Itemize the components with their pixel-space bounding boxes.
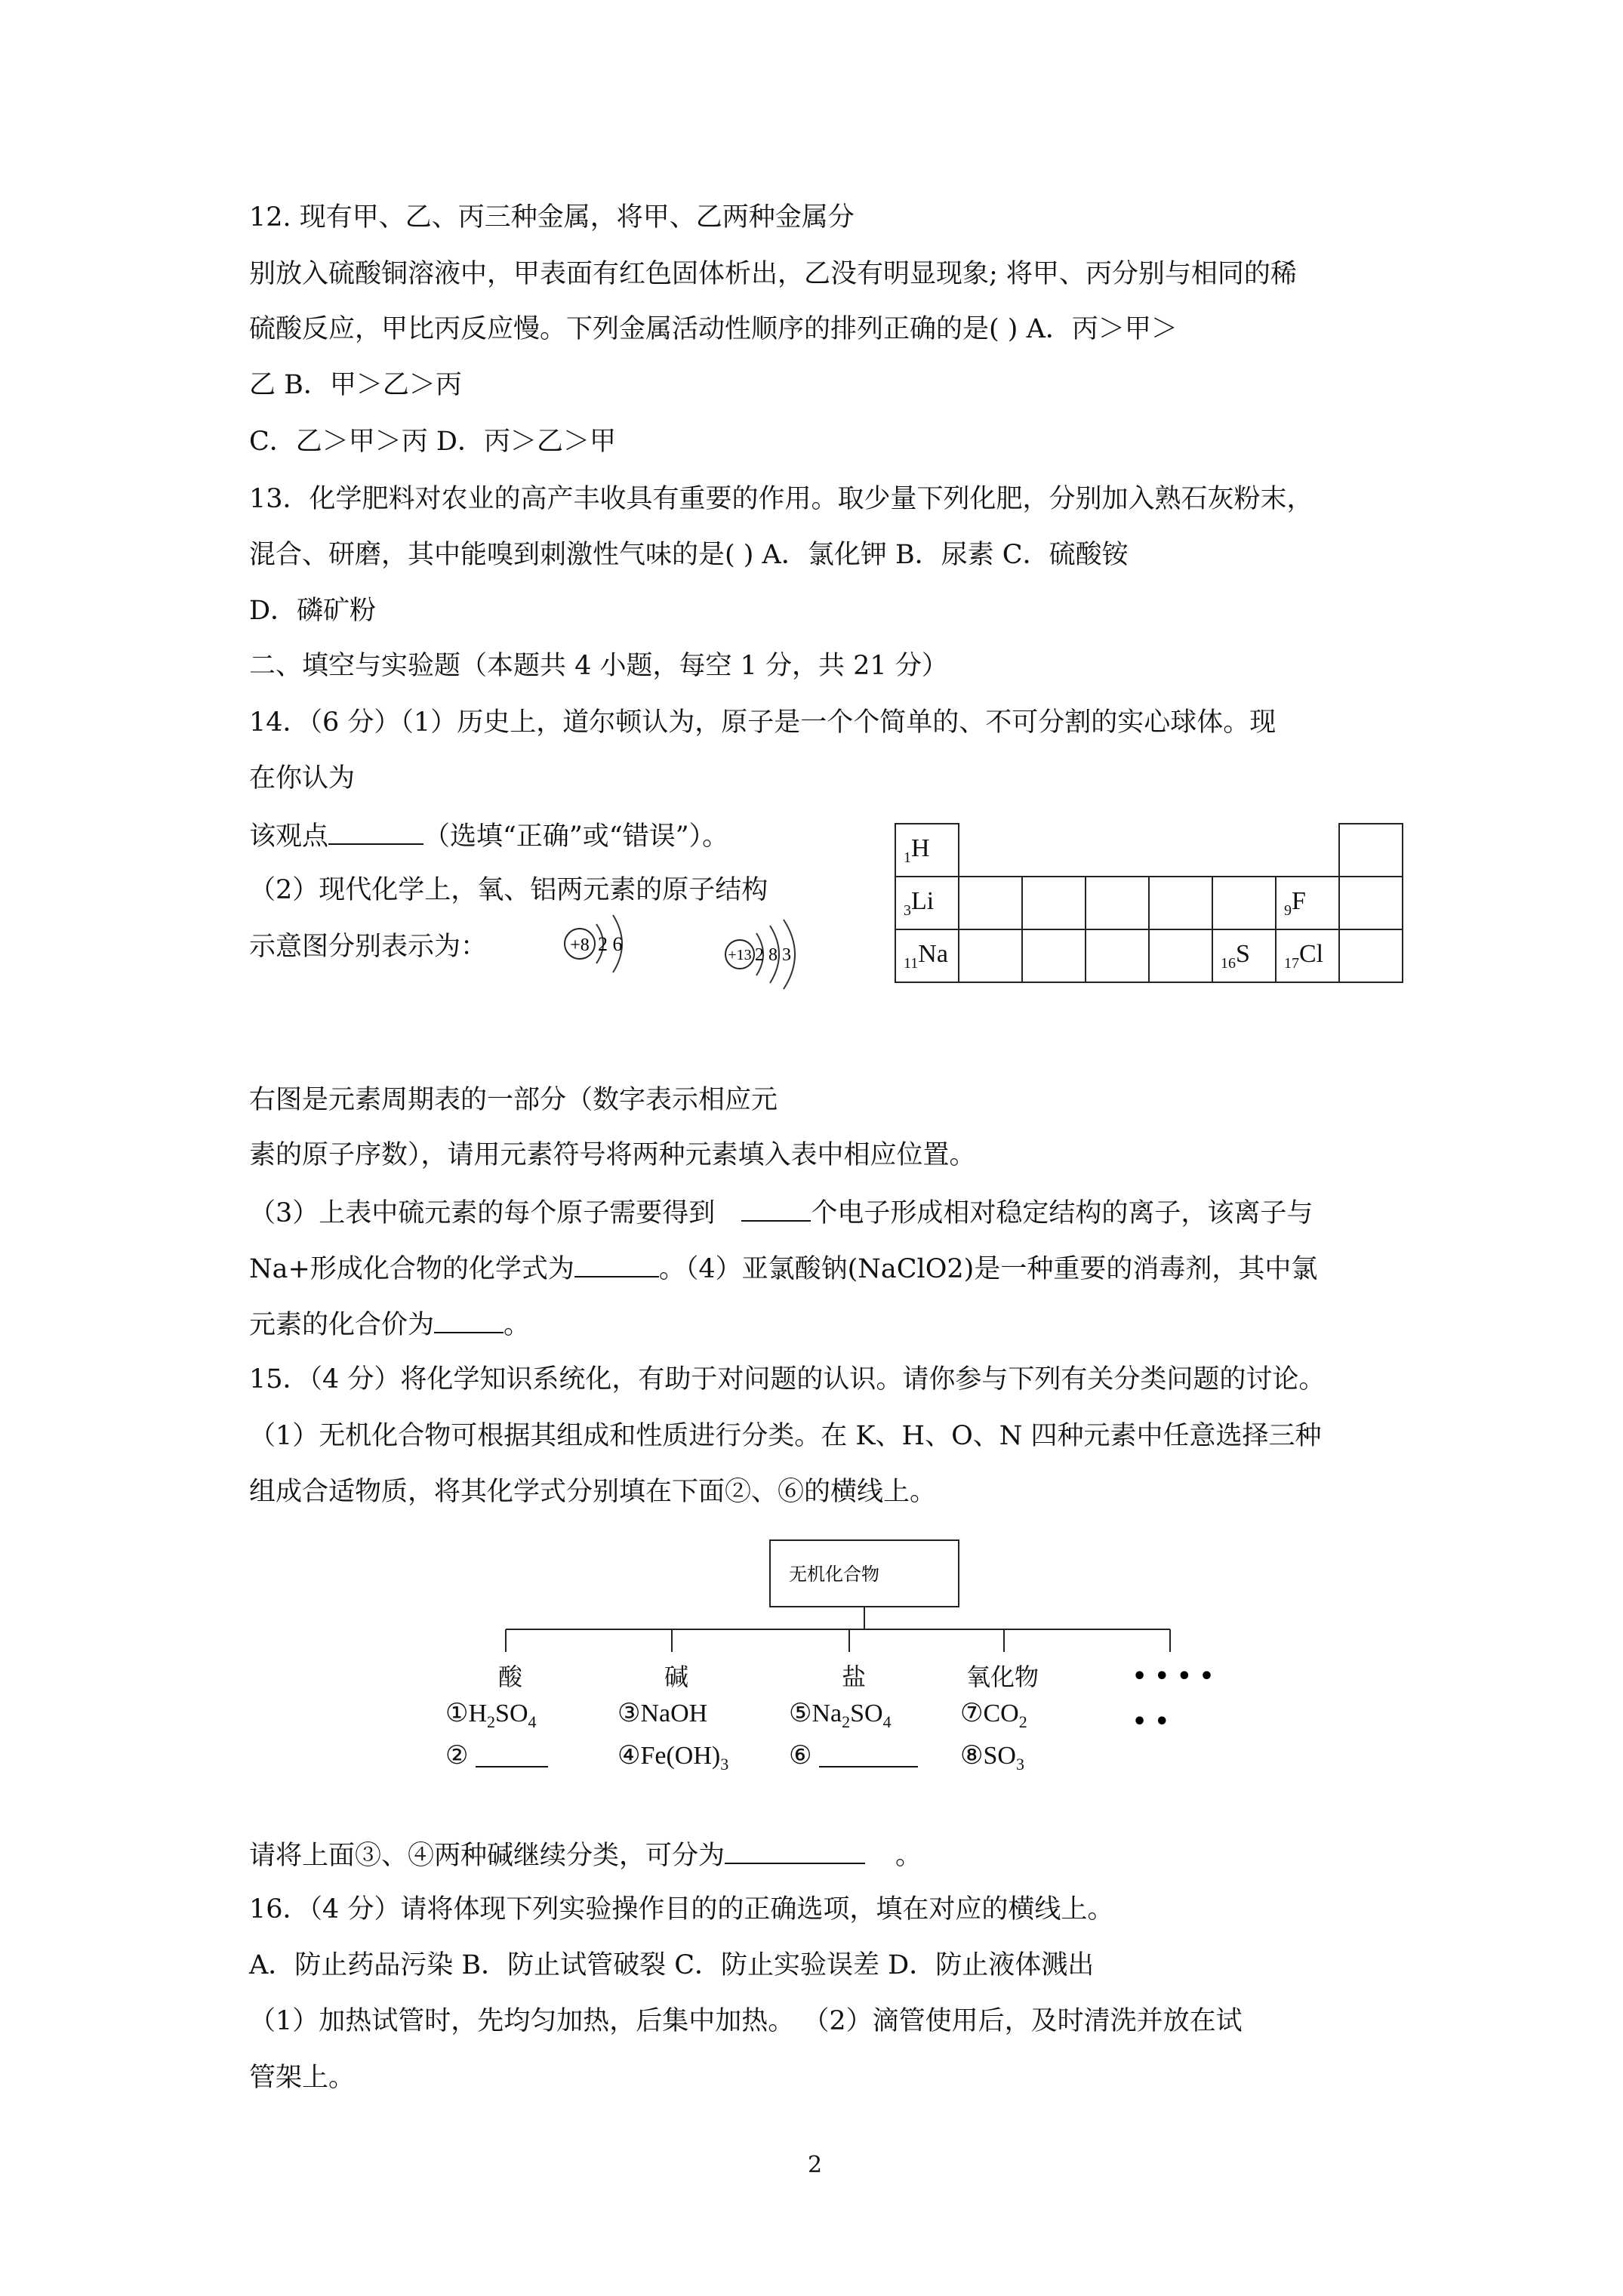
blank-cell[interactable] bbox=[1339, 824, 1403, 877]
atomic-number: 9 bbox=[1284, 901, 1292, 919]
compound-2: ② bbox=[445, 1742, 469, 1770]
answer-blank[interactable] bbox=[434, 1306, 504, 1333]
question-14-line-6: 右图是元素周期表的一部分（数字表示相应元 bbox=[249, 1085, 778, 1115]
text-fragment: （选填“正确”或“错误”）。 bbox=[423, 821, 729, 852]
blank-cell[interactable] bbox=[1022, 877, 1086, 929]
question-14-line-4: （2）现代化学上，氧、铝两元素的原子结构 bbox=[249, 875, 768, 905]
text-fragment: （3）上表中硫元素的每个原子需要得到 bbox=[249, 1198, 724, 1228]
blank-cell[interactable] bbox=[1149, 877, 1212, 929]
answer-blank[interactable] bbox=[328, 818, 423, 845]
aluminum-atom-diagram bbox=[725, 920, 795, 989]
category-salt: 盐 bbox=[842, 1663, 867, 1691]
question-12-line-3: 硫酸反应，甲比丙反应慢。下列金属活动性顺序的排列正确的是( ) A．丙＞甲＞ bbox=[249, 314, 1178, 344]
element-symbol: Cl bbox=[1299, 939, 1324, 968]
oxygen-shell-2 bbox=[613, 915, 622, 972]
category-acid: 酸 bbox=[498, 1663, 523, 1691]
empty-gap bbox=[1022, 824, 1086, 877]
periodic-table-fragment bbox=[895, 823, 1403, 983]
empty-gap bbox=[959, 824, 1022, 877]
cell-lithium bbox=[895, 877, 959, 929]
oxygen-shell-electrons: 2 6 bbox=[598, 933, 623, 955]
periodic-row-2 bbox=[895, 877, 1403, 929]
question-16-line-3: 管架上。 bbox=[249, 2063, 356, 2093]
text-fragment: 。 bbox=[895, 1841, 922, 1871]
element-symbol: Na bbox=[918, 939, 948, 968]
question-14-line-2: 在你认为 bbox=[249, 763, 356, 794]
question-13-line-3: D．磷矿粉 bbox=[249, 596, 377, 626]
question-12-line-4: 乙 B．甲＞乙＞丙 bbox=[249, 370, 462, 400]
atomic-number: 3 bbox=[904, 901, 911, 919]
page-number: 2 bbox=[808, 2152, 823, 2178]
blank-cell[interactable] bbox=[959, 929, 1022, 982]
blank-cell[interactable] bbox=[1022, 929, 1086, 982]
question-14-line-9 bbox=[249, 1250, 1317, 1286]
element-symbol: Li bbox=[911, 886, 935, 915]
category-base: 碱 bbox=[664, 1663, 689, 1691]
aluminum-shell-3 bbox=[784, 920, 795, 989]
blank-cell[interactable] bbox=[1212, 877, 1276, 929]
element-symbol: H bbox=[911, 834, 930, 862]
aluminum-shell-2 bbox=[770, 926, 779, 983]
blank-cell[interactable] bbox=[1339, 877, 1403, 929]
compound-6: ⑥ bbox=[789, 1742, 812, 1770]
blank-cell[interactable] bbox=[1086, 929, 1149, 982]
answer-blank[interactable] bbox=[741, 1194, 811, 1222]
question-12-line-1: 12. 现有甲、乙、丙三种金属，将甲、乙两种金属分 bbox=[249, 202, 855, 233]
text-fragment: 个电子形成相对稳定结构的离子，该离子与 bbox=[811, 1198, 1313, 1228]
compound-3: ③NaOH bbox=[617, 1700, 708, 1727]
question-14-line-10 bbox=[249, 1306, 530, 1342]
element-symbol: S bbox=[1236, 939, 1250, 968]
oxygen-nucleus bbox=[565, 929, 595, 959]
blank-cell[interactable] bbox=[1149, 929, 1212, 982]
aluminum-nucleus bbox=[725, 940, 754, 969]
empty-gap bbox=[1212, 824, 1276, 877]
oxygen-atom-diagram bbox=[565, 915, 623, 972]
text-fragment: 该观点 bbox=[249, 821, 329, 852]
answer-blank[interactable] bbox=[574, 1250, 659, 1277]
atomic-number: 17 bbox=[1284, 954, 1299, 972]
blank-cell[interactable] bbox=[1086, 877, 1149, 929]
aluminum-shell-1 bbox=[756, 933, 763, 975]
question-14-line-1: 14．（6 分）（1）历史上，道尔顿认为，原子是一个个简单的、不可分割的实心球体。现 bbox=[249, 707, 1277, 738]
compound-5: $⑤Na_2SO_4$ bbox=[789, 1700, 892, 1731]
question-15-line-2: （1）无机化合物可根据其组成和性质进行分类。在 K、H、O、N 四种元素中任意选择三种 bbox=[249, 1421, 1322, 1451]
tree-root-box bbox=[770, 1540, 959, 1607]
compound-8: $⑧SO_3$ bbox=[960, 1742, 1024, 1774]
question-15-line-3: 组成合适物质，将其化学式分别填在下面②、⑥的横线上。 bbox=[249, 1477, 937, 1507]
aluminum-nucleus-charge: +13 bbox=[728, 947, 752, 963]
periodic-row-3 bbox=[895, 929, 1403, 982]
blank-cell[interactable] bbox=[1339, 929, 1403, 982]
atomic-number: 16 bbox=[1221, 954, 1236, 972]
text-fragment: Na+形成化合物的化学式为 bbox=[249, 1254, 574, 1284]
question-16-options: A．防止药品污染 B．防止试管破裂 C．防止实验误差 D．防止液体溅出 bbox=[249, 1950, 1095, 1980]
compound-4: $④Fe(OH)_3$ bbox=[617, 1742, 729, 1774]
text-fragment: 请将上面③、④两种碱继续分类，可分为 bbox=[249, 1841, 725, 1871]
atomic-number: 11 bbox=[904, 954, 919, 972]
question-12-line-5: C．乙＞甲＞丙 D．丙＞乙＞甲 bbox=[249, 427, 616, 457]
empty-gap bbox=[1086, 824, 1149, 877]
text-fragment: 元素的化合价为 bbox=[249, 1310, 435, 1340]
more-ellipsis-1: • • • • bbox=[1132, 1663, 1215, 1690]
aluminum-shell-electrons: 2 8 3 bbox=[755, 945, 791, 965]
blank-cell[interactable] bbox=[959, 877, 1022, 929]
question-16-line-2: （1）加热试管时，先均匀加热，后集中加热。 （2）滴管使用后，及时清洗并放在试 bbox=[249, 2006, 1243, 2036]
cell-sulfur bbox=[1212, 929, 1276, 982]
more-ellipsis-2: • • bbox=[1132, 1709, 1169, 1735]
question-14-line-8 bbox=[249, 1194, 1313, 1230]
atomic-number: 1 bbox=[904, 849, 911, 866]
question-15-line-4 bbox=[249, 1837, 922, 1872]
section-2-heading: 二、填空与实验题（本题共 4 小题，每空 1 分，共 21 分） bbox=[249, 651, 948, 681]
question-14-line-7: 素的原子序数），请用元素符号将两种元素填入表中相应位置。 bbox=[249, 1140, 976, 1170]
text-fragment: 。（4）亚氯酸钠(NaClO2)是一种重要的消毒剂，其中氯 bbox=[658, 1254, 1318, 1284]
cell-hydrogen bbox=[895, 824, 959, 877]
empty-gap bbox=[1149, 824, 1212, 877]
question-16-line-1: 16．（4 分）请将体现下列实验操作目的的正确选项，填在对应的横线上。 bbox=[249, 1894, 1114, 1925]
oxygen-shell-1 bbox=[596, 924, 603, 963]
compound-1: $①H_2SO_4$ bbox=[445, 1700, 537, 1731]
empty-gap bbox=[1276, 824, 1339, 877]
question-13-line-1: 13．化学肥料对农业的高产丰收具有重要的作用。取少量下列化肥，分别加入熟石灰粉末， bbox=[249, 484, 1313, 514]
question-12-line-2: 别放入硫酸铜溶液中，甲表面有红色固体析出，乙没有明显现象; 将甲、丙分别与相同的稀 bbox=[249, 259, 1297, 289]
element-symbol: F bbox=[1292, 886, 1306, 915]
compound-7: $⑦CO_2$ bbox=[960, 1700, 1027, 1731]
answer-blank[interactable] bbox=[725, 1837, 865, 1864]
cell-chlorine bbox=[1276, 929, 1339, 982]
text-fragment: 。 bbox=[504, 1310, 531, 1340]
cell-sodium bbox=[895, 929, 959, 982]
cell-fluorine bbox=[1276, 877, 1339, 929]
question-15-line-1: 15．（4 分）将化学知识系统化，有助于对问题的认识。请你参与下列有关分类问题的讨论。 bbox=[249, 1364, 1326, 1395]
oxygen-nucleus-charge: +8 bbox=[570, 935, 590, 955]
category-oxide: 氧化物 bbox=[966, 1663, 1039, 1691]
periodic-row-1 bbox=[895, 824, 1403, 877]
tree-root-label: 无机化合物 bbox=[789, 1564, 879, 1585]
question-14-line-3 bbox=[249, 818, 728, 853]
question-13-line-2: 混合、研磨，其中能嗅到刺激性气味的是( ) A．氯化钾 B．尿素 C．硫酸铵 bbox=[249, 540, 1129, 570]
question-14-line-5: 示意图分别表示为： bbox=[249, 932, 488, 962]
